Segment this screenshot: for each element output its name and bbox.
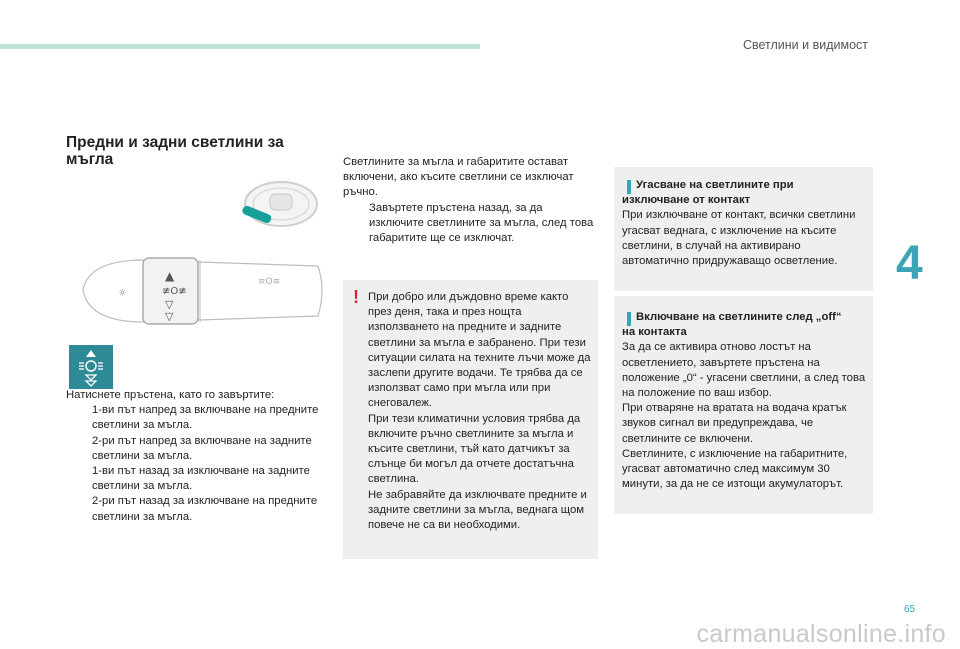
intro-text: Натиснете пръстена, като го завъртите:: [66, 389, 275, 401]
svg-text:▲: ▲: [165, 269, 175, 283]
middle-column: [343, 155, 598, 246]
info-title: Включване на светлините след „off“: [636, 311, 842, 323]
list-item: 2-ри път напред за включване на задните светлини за мъгла.: [92, 434, 312, 462]
fog-light-icon: [69, 345, 113, 389]
svg-text:☼: ☼: [118, 288, 127, 299]
list-item: 1-ви път назад за изключване на задните светлини за мъгла.: [92, 465, 310, 493]
left-column: [66, 388, 328, 525]
svg-text:≢O≢: ≢O≢: [162, 286, 187, 297]
steering-wheel-illustration: [226, 178, 321, 238]
svg-text:▽: ▽: [165, 298, 174, 311]
svg-text:≡O≡: ≡O≡: [258, 277, 281, 287]
page-number: 65: [904, 604, 916, 615]
list-item: 1-ви път напред за включване на предните светлини за мъгла.: [92, 404, 319, 432]
info-text-2: Включване на светлините след „off“ на контакта За да се активира отново лостът на осветлението, завъртете пръстена на положение „0“ - угасени светлини, а след това на положение по ваш избор. При отваряне на вратата на водача кратък звуков сигнал ви предупреждава, че светлините се включени. Светлините, с изключение на габаритните, угасват автоматично след максимум 30 минути, за да не се изтощи акумулаторът.: [622, 310, 868, 492]
info-title: изключване от контакт: [622, 194, 751, 207]
list-item: Завъртете пръстена назад, за да изключите светлините за мъгла, след това габаритите ще се изключат.: [369, 201, 594, 245]
watermark: carmanualsonline.info: [696, 620, 946, 648]
middle-paragraph: Светлините за мъгла и габаритите остават включени, ако късите светлини се изключат ръчно.: [343, 156, 574, 199]
warning-icon: !: [353, 287, 359, 307]
warning-text: При добро или дъждовно време както през деня, така и през нощта използването на предните и задните светлини за мъгла е забранено. При тези ситуации силата на техните лъчи може да заслепи другите водачи. Те трябва да се използват само при мъгла или при снеговалеж. При тези климатични условия трябва да включите ръчно светлините за мъгла и късите светлини, тъй като датчикът за слънце би могъл да отчете достатъчна светлина. Не забравяйте да изключвате предните и задните светлини за мъгла, веднага щом повече не са ви необходими.: [368, 291, 591, 532]
chapter-number: 4: [896, 237, 923, 290]
header-rule: [0, 44, 480, 49]
lighting-stalk-illustration: [78, 250, 328, 335]
page-title: Предни и задни светлини за мъгла: [66, 134, 284, 168]
list-item: 2-ри път назад за изключване на предните светлини за мъгла.: [92, 495, 318, 523]
info-title: на контакта: [622, 326, 687, 339]
info-text-1: Угасване на светлините при изключване от контакт При изключване от контакт, всички светлини угасват веднага, с изключение на късите светлини, в случай на активирано автоматично придружаващо осветление.: [622, 178, 868, 269]
svg-text:▽: ▽: [165, 310, 174, 323]
section-title: Светлини и видимост: [742, 38, 868, 52]
info-title: Угасване на светлините при: [636, 179, 794, 191]
